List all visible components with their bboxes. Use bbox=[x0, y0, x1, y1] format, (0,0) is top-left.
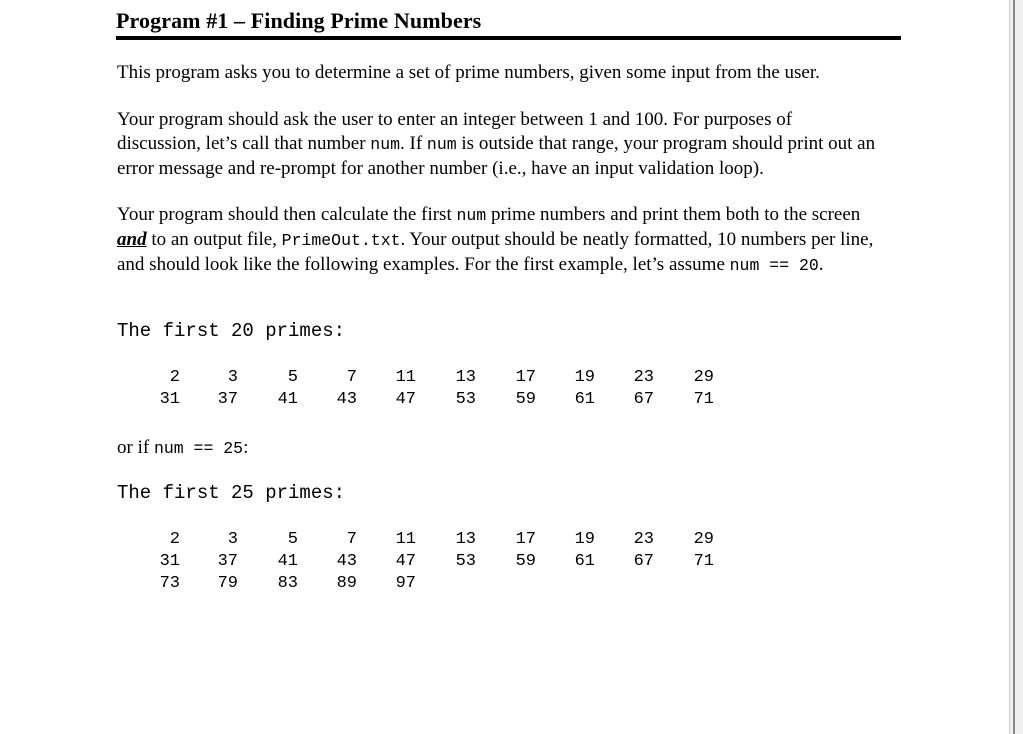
prime-cell: 67 bbox=[633, 390, 654, 409]
prime-cell: 19 bbox=[574, 530, 595, 549]
prime-cell: 7 bbox=[346, 530, 357, 549]
prime-cell: 11 bbox=[395, 368, 416, 387]
or-line-text-1: or if bbox=[117, 437, 154, 458]
or-line bbox=[117, 436, 877, 461]
output-paragraph-text-2: prime numbers and print them both to the screen bbox=[486, 204, 861, 225]
prime-cell: 61 bbox=[574, 552, 595, 571]
prime-cell: 59 bbox=[515, 390, 536, 409]
input-paragraph bbox=[117, 108, 877, 181]
prime-cell: 43 bbox=[336, 390, 357, 409]
prime-cell: 5 bbox=[287, 530, 298, 549]
prime-cell: 5 bbox=[287, 368, 298, 387]
prime-cell: 23 bbox=[633, 368, 654, 387]
prime-cell: 89 bbox=[336, 574, 357, 593]
title-rule bbox=[116, 36, 901, 40]
prime-cell: 67 bbox=[633, 552, 654, 571]
code-num: num bbox=[426, 135, 457, 154]
code-num: num bbox=[456, 206, 487, 225]
code-num: num bbox=[370, 135, 401, 154]
prime-cell: 31 bbox=[159, 552, 180, 571]
example2-heading: The first 25 primes: bbox=[117, 482, 346, 504]
prime-cell: 83 bbox=[277, 574, 298, 593]
prime-cell: 59 bbox=[515, 552, 536, 571]
output-paragraph-text-4: . Your output should be neatly formatted, 10 numbers per line, and should look like the following examples. For the first example, let’s assume bbox=[117, 229, 874, 275]
example1-heading: The first 20 primes: bbox=[117, 320, 346, 342]
prime-cell: 43 bbox=[336, 552, 357, 571]
scrollbar-track-edge bbox=[1013, 0, 1015, 734]
prime-cell: 7 bbox=[346, 368, 357, 387]
input-paragraph-text-1: Your program should ask the user to enter an integer between 1 and 100. For purposes of discussion, let’s call that number bbox=[117, 109, 793, 154]
output-paragraph-text-3: to an output file, bbox=[146, 229, 282, 250]
code-num-25: num == 25 bbox=[153, 439, 244, 458]
prime-cell: 37 bbox=[217, 552, 238, 571]
prime-cell: 2 bbox=[169, 368, 180, 387]
input-paragraph-text-2: . If bbox=[400, 133, 427, 154]
prime-cell: 17 bbox=[515, 368, 536, 387]
emphasis-and: and bbox=[117, 229, 147, 250]
output-paragraph-text-1: Your program should then calculate the first bbox=[117, 204, 457, 225]
prime-cell: 29 bbox=[693, 530, 714, 549]
prime-cell: 19 bbox=[574, 368, 595, 387]
page-title: Program #1 – Finding Prime Numbers bbox=[116, 8, 482, 33]
prime-cell: 41 bbox=[277, 390, 298, 409]
prime-cell: 73 bbox=[159, 574, 180, 593]
prime-cell: 3 bbox=[227, 368, 238, 387]
output-paragraph-text-5: . bbox=[818, 254, 824, 275]
input-paragraph-text-3: is outside that range, your program should print out an error message and re-prompt for another number (i.e., have an input validation loop). bbox=[117, 133, 876, 179]
prime-cell: 53 bbox=[455, 390, 476, 409]
prime-cell: 79 bbox=[217, 574, 238, 593]
viewer-scrollbar[interactable] bbox=[1009, 0, 1023, 734]
prime-cell: 47 bbox=[395, 552, 416, 571]
code-num-20: num == 20 bbox=[729, 256, 819, 275]
or-line-text-2: : bbox=[243, 437, 249, 458]
prime-cell: 23 bbox=[633, 530, 654, 549]
prime-cell: 61 bbox=[574, 390, 595, 409]
prime-cell: 29 bbox=[693, 368, 714, 387]
prime-cell: 53 bbox=[455, 552, 476, 571]
code-filename: PrimeOut.txt bbox=[281, 231, 401, 250]
prime-cell: 11 bbox=[395, 530, 416, 549]
prime-cell: 2 bbox=[169, 530, 180, 549]
prime-cell: 97 bbox=[395, 574, 416, 593]
prime-cell: 37 bbox=[217, 390, 238, 409]
intro-paragraph: This program asks you to determine a set of prime numbers, given some input from the user. bbox=[117, 62, 820, 83]
output-paragraph bbox=[117, 203, 877, 278]
prime-cell: 47 bbox=[395, 390, 416, 409]
prime-cell: 13 bbox=[455, 530, 476, 549]
prime-cell: 3 bbox=[227, 530, 238, 549]
prime-cell: 71 bbox=[693, 390, 714, 409]
prime-cell: 13 bbox=[455, 368, 476, 387]
prime-cell: 71 bbox=[693, 552, 714, 571]
prime-cell: 31 bbox=[159, 390, 180, 409]
prime-cell: 17 bbox=[515, 530, 536, 549]
prime-cell: 41 bbox=[277, 552, 298, 571]
